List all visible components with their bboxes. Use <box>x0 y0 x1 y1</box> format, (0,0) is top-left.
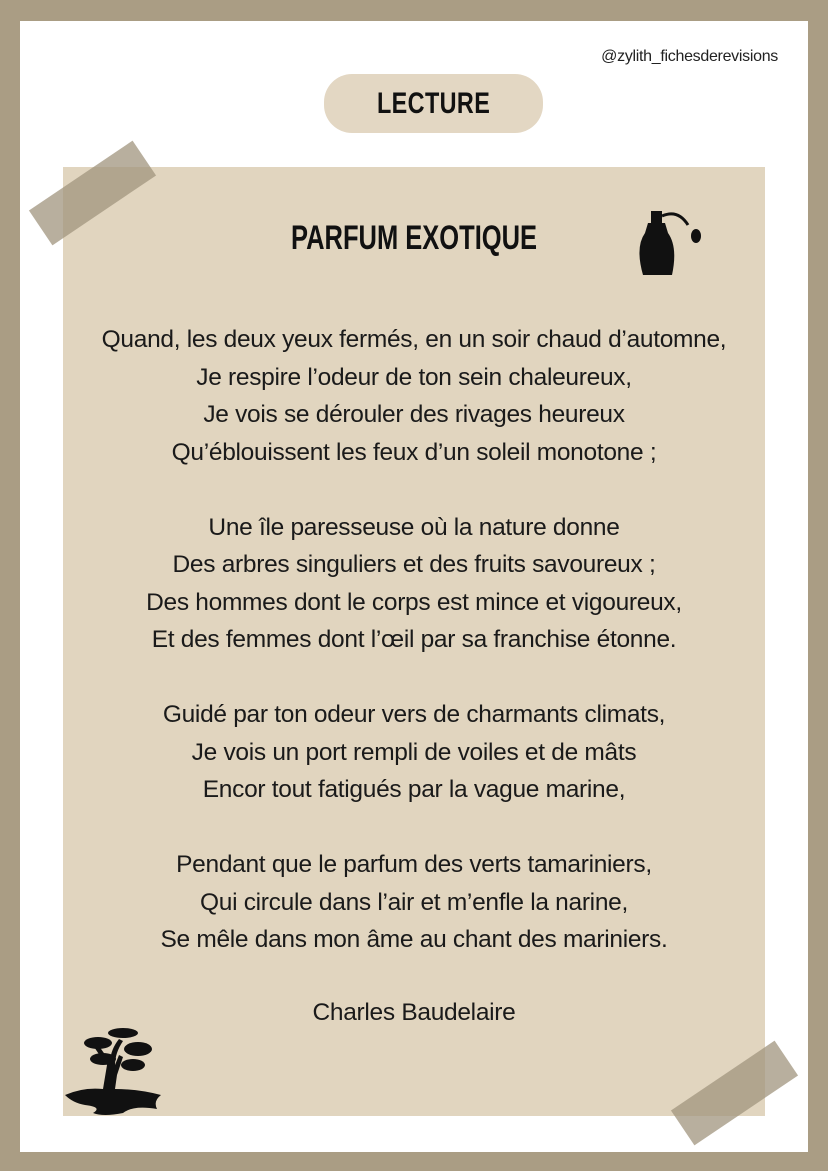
verse-line: Je vois un port rempli de voiles et de mâts <box>191 738 637 766</box>
stanza <box>63 846 765 959</box>
stanza <box>63 509 765 659</box>
verse-line: Pendant que le parfum des verts tamariniers, <box>176 851 652 878</box>
verse-line: Encor tout fatigués par la vague marine, <box>202 776 626 803</box>
stanza <box>63 696 765 809</box>
verse-line: Quand, les deux yeux fermés, en un soir chaud d’automne, <box>101 326 727 353</box>
verse-line: Et des femmes dont l’œil par sa franchise étonne. <box>151 626 677 653</box>
poem-body <box>63 321 765 996</box>
verse-line: Des arbres singuliers et des fruits savoureux ; <box>172 551 656 578</box>
verse-line: Qu’éblouissent les feux d’un soleil monotone ; <box>171 438 657 466</box>
stanza <box>63 321 765 471</box>
perfume-bottle-icon <box>638 209 708 277</box>
poem-card <box>63 167 765 1116</box>
author-handle: @zylith_fichesderevisions <box>601 48 778 65</box>
verse-line: Des hommes dont le corps est mince et vigoureux, <box>146 588 682 616</box>
category-label: LECTURE <box>376 86 491 120</box>
verse-line: Guidé par ton odeur vers de charmants climats, <box>162 701 666 728</box>
category-badge <box>324 74 543 133</box>
tree-island-icon <box>63 1025 163 1117</box>
verse-line: Je respire l’odeur de ton sein chaleureux, <box>196 363 632 391</box>
verse-line: Se mêle dans mon âme au chant des mariniers. <box>160 926 668 953</box>
verse-line: Une île paresseuse où la nature donne <box>208 513 620 541</box>
verse-line: Je vois se dérouler des rivages heureux <box>203 401 625 428</box>
verse-line: Qui circule dans l’air et m’enfle la narine, <box>199 888 628 916</box>
poem-author: Charles Baudelaire <box>312 999 516 1026</box>
poem-title: PARFUM EXOTIQUE <box>290 219 538 257</box>
